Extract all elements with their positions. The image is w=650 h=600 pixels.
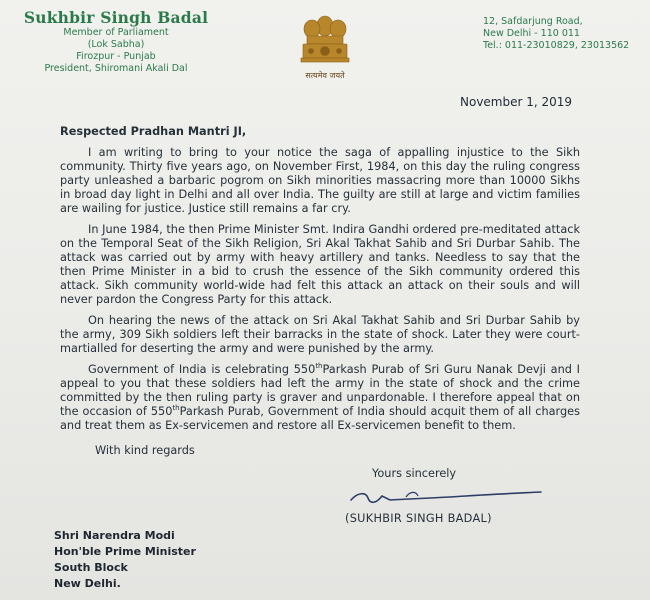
paragraph-1: I am writing to bring to your notice the saga of appalling injustice to the Sikh community. Thirty five years ago, on November First, 1984, on this day the ruling congress party unleashed a barbaric pogrom on Sikh minorities massacring more than 10000 Sikhs in broad day light in Delhi and all over India. The guilty are still at large and victim families are wailing for justice. Justice still remains a far cry. bbox=[60, 146, 580, 215]
letterhead-sender bbox=[16, 8, 216, 75]
paragraph-3: On hearing the news of the attack on Sri Akal Takhat Sahib and Sri Durbar Sahib by the army, 309 Sikh soldiers left their barracks in the state of shock. Later they were court-martialled for deserting the army and were punished by the army. bbox=[60, 314, 580, 355]
paragraph-4-part-a: Government of India is celebrating 550 bbox=[88, 363, 316, 376]
national-emblem-icon bbox=[298, 10, 352, 68]
addressee-line: New Delhi. bbox=[54, 577, 121, 590]
sender-name: Sukhbir Singh Badal bbox=[23, 8, 209, 27]
addressee-line: Hon'ble Prime Minister bbox=[54, 545, 196, 558]
ordinal-suffix: th bbox=[315, 362, 323, 371]
addressee-line: Shri Narendra Modi bbox=[54, 529, 175, 542]
ordinal-suffix: th bbox=[172, 404, 180, 413]
sender-title-line: (Lok Sabha) bbox=[87, 39, 145, 50]
closing-yours: Yours sincerely bbox=[372, 467, 457, 480]
paragraph-2: In June 1984, the then Prime Minister Smt. Indira Gandhi ordered pre-meditated attack on the Temporal Seat of the Sikh Religion, Sri Akal Takhat Sahib and Sri Durbar Sahib. The attack was carried out by army with heavy artillery and tanks. Needless to say that the then Prime Minister in a bid to crush the essence of the Sikh community ordered this attack. Sikh community world-wide had felt this attack an attack on their souls and will never pardon the Congress Party for this attack. bbox=[60, 223, 580, 306]
salutation: Respected Pradhan Mantri JI, bbox=[60, 125, 247, 138]
paragraph-4 bbox=[60, 363, 580, 433]
address-line: Tel.: 011-23010829, 23013562 bbox=[483, 40, 630, 51]
letterhead-address bbox=[483, 16, 650, 52]
signatory-name: (SUKHBIR SINGH BADAL) bbox=[345, 512, 492, 525]
letter-body bbox=[60, 125, 580, 440]
emblem-motto: सत्यमेव जयते bbox=[305, 71, 345, 80]
sender-title-line: Member of Parliament bbox=[63, 27, 169, 38]
closing-regards: With kind regards bbox=[95, 444, 195, 457]
sender-title-line: Firozpur - Punjab bbox=[76, 51, 156, 62]
signature-icon bbox=[346, 482, 546, 512]
addressee-block bbox=[54, 528, 196, 592]
letter-date: November 1, 2019 bbox=[460, 95, 573, 109]
paragraph-4-part-b: Parkash Purab of Sri Guru Nanak Devji and I appeal to you that these soldiers had left the army in the state of shock and the crime committed by the then ruling party is graver and unpardonable. I therefore appeal that on the occasion of 550 bbox=[60, 363, 580, 418]
addressee-line: South Block bbox=[54, 561, 128, 574]
address-line: New Delhi - 110 011 bbox=[483, 28, 580, 39]
address-line: 12, Safdarjung Road, bbox=[483, 16, 583, 27]
paragraph-4-part-c: Parkash Purab, Government of India should acquit them of all charges and treat them as Ex-servicemen and restore all Ex-servicemen benefit to them. bbox=[60, 405, 580, 432]
sender-title-line: President, Shiromani Akali Dal bbox=[44, 63, 188, 74]
